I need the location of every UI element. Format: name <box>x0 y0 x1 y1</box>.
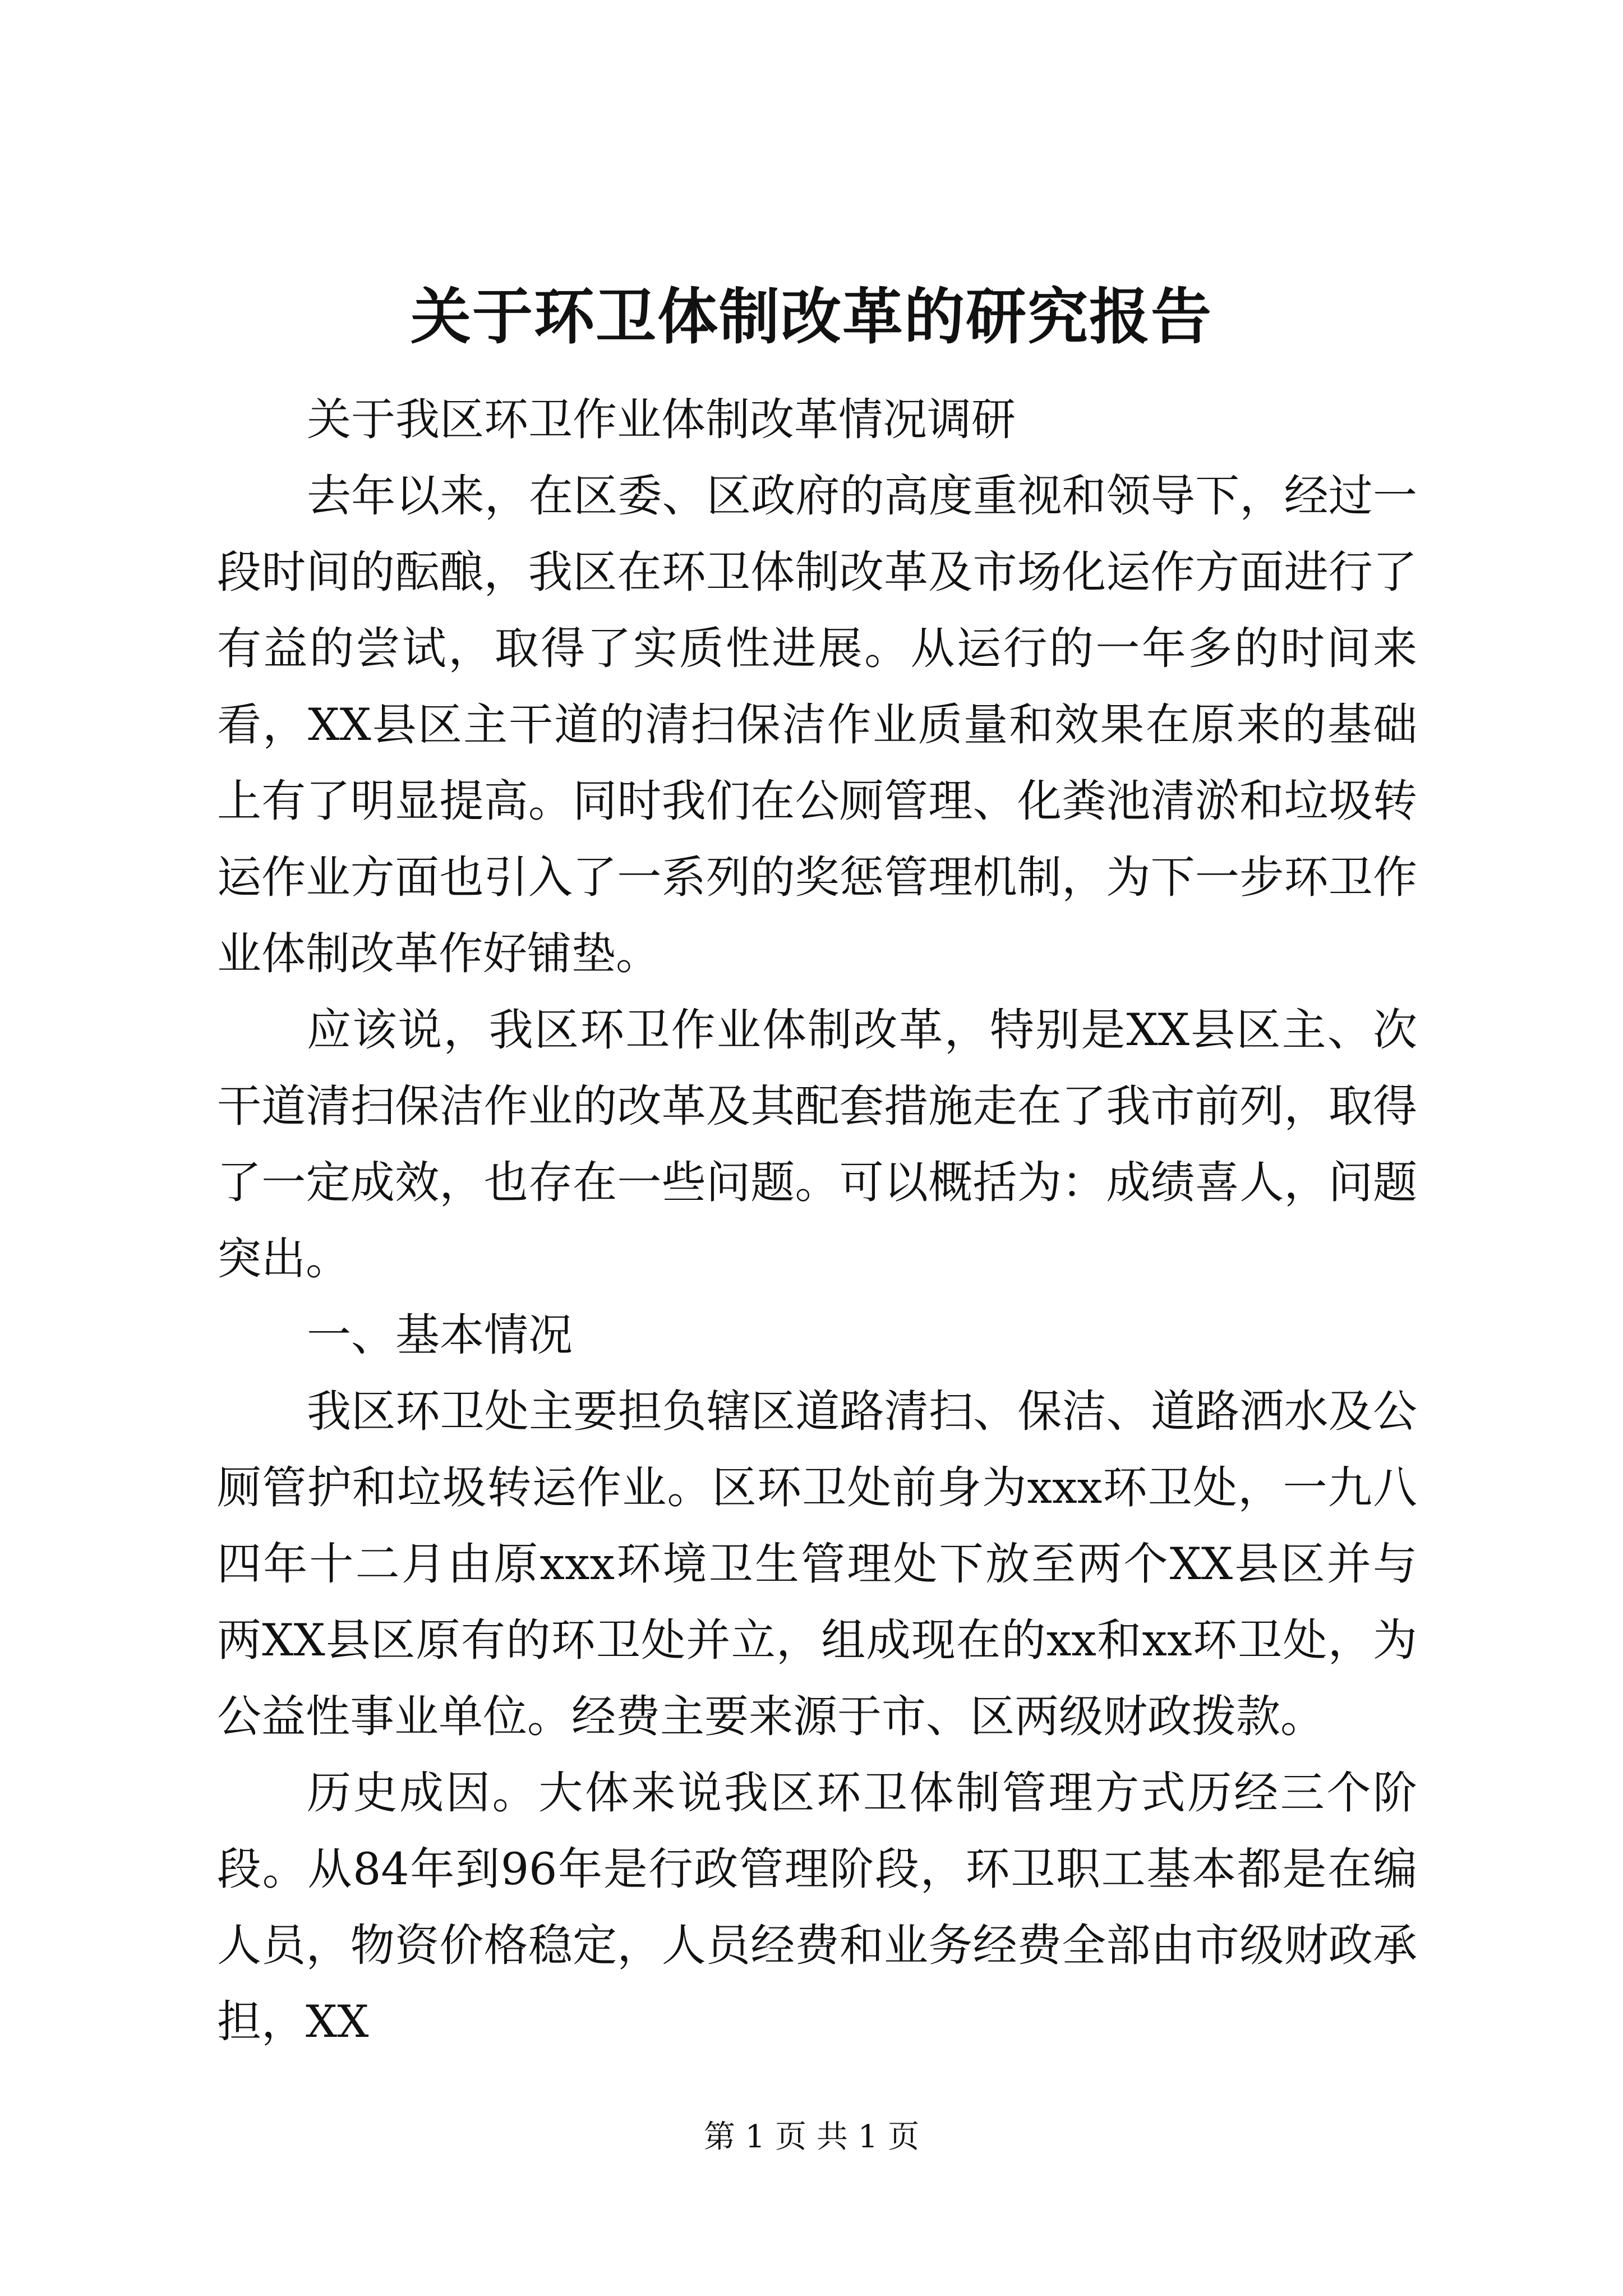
document-title: 关于环卫体制改革的研究报告 <box>410 282 1212 352</box>
body-paragraph: 我区环卫处主要担负辖区道路清扫、保洁、道路洒水及公厕管护和垃圾转运作业。区环卫处前身为xxx环卫处，一九八四年十二月由原xxx环境卫生管理处下放至两个XX县区并与两XX县区原有的环卫处并立，组成现在的xx和xx环卫处，为公益性事业单位。经费主要来源于市、区两级财政拨款。 <box>217 1386 1417 1742</box>
section-heading: 一、基本情况 <box>307 1309 573 1361</box>
subtitle-paragraph: 关于我区环卫作业体制改革情况调研 <box>307 394 1016 445</box>
body-paragraph: 去年以来，在区委、区政府的高度重视和领导下，经过一段时间的酝酿，我区在环卫体制改革及市场化运作方面进行了有益的尝试，取得了实质性进展。从运行的一年多的时间来看，XX县区主干道的清扫保洁作业质量和效果在原来的基础上有了明显提高。同时我们在公厕管理、化粪池清淤和垃圾转运作业方面也引入了一系列的奖惩管理机制，为下一步环卫作业体制改革作好铺垫。 <box>217 470 1417 979</box>
document-body <box>217 381 1417 2060</box>
body-paragraph: 应该说，我区环卫作业体制改革，特别是XX县区主、次干道清扫保洁作业的改革及其配套措施走在了我市前列，取得了一定成效，也存在一些问题。可以概括为：成绩喜人，问题突出。 <box>217 1004 1417 1285</box>
page-footer: 第 1 页 共 1 页 <box>703 2119 920 2155</box>
body-paragraph: 历史成因。大体来说我区环卫体制管理方式历经三个阶段。从84年到96年是行政管理阶段，环卫职工基本都是在编人员，物资价格稳定，人员经费和业务经费全部由市级财政承担，XX <box>217 1767 1417 2047</box>
